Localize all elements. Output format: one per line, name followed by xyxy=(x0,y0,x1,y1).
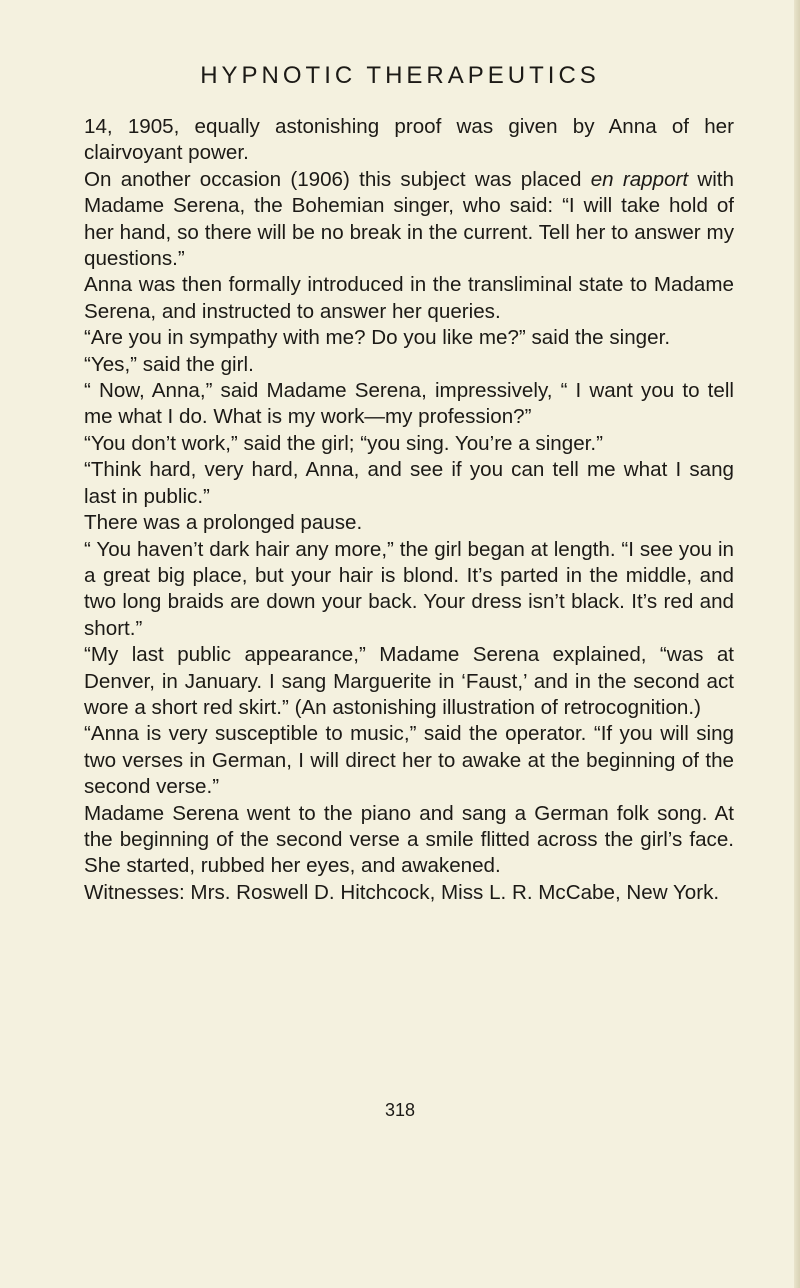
paragraph: “Yes,” said the girl. xyxy=(84,352,254,376)
paragraph: “Anna is very susceptible to music,” said the operator. “If you will sing two verses in German, I will direct her to awake at the beginning of the second verse.” xyxy=(84,722,734,799)
paragraph: Anna was then formally introduced in the transliminal state to Madame Serena, and instructed to answer her queries. xyxy=(84,273,734,323)
paragraph: 14, 1905, equally astonishing proof was given by Anna of her clairvoyant power. xyxy=(84,115,734,165)
paragraph: “ Now, Anna,” said Madame Serena, impressively, “ I want you to tell me what I do. What is my work—my profession?” xyxy=(84,379,734,429)
italic-phrase: en rapport xyxy=(590,167,689,191)
paragraph-text: with Madame Serena, the Bohemian singer, who said: “I will take hold of her hand, so there will be no break in the current. Tell her to answer my questions.” xyxy=(84,167,734,271)
paragraph-text: On another occasion (1906) this subject was placed xyxy=(84,167,591,191)
paragraph: Witnesses: Mrs. Roswell D. Hitchcock, Miss L. R. McCabe, New York. xyxy=(84,880,720,904)
paragraph: Madame Serena went to the piano and sang a German folk song. At the beginning of the second verse a smile flitted across the girl’s face. She started, rubbed her eyes, and awakened. xyxy=(84,801,734,878)
body-text xyxy=(84,114,734,906)
paragraph: “You don’t work,” said the girl; “you sing. You’re a singer.” xyxy=(84,431,603,455)
paragraph-en-rapport xyxy=(84,167,734,273)
paragraph: “My last public appearance,” Madame Serena explained, “was at Denver, in January. I sang Marguerite in ‘Faust,’ and in the second act wore a short red skirt.” (An astonishing illustration of retrocognition.) xyxy=(84,643,734,719)
page-edge-shadow xyxy=(794,0,800,1288)
paragraph: There was a prolonged pause. xyxy=(84,511,363,535)
paragraph: “Are you in sympathy with me? Do you like me?” said the singer. xyxy=(84,326,671,350)
running-header: HYPNOTIC THERAPEUTICS xyxy=(200,62,600,89)
paragraph: “Think hard, very hard, Anna, and see if you can tell me what I sang last in public.” xyxy=(84,458,734,508)
paragraph: “ You haven’t dark hair any more,” the girl began at length. “I see you in a great big place, but your hair is blond. It’s parted in the middle, and two long braids are down your back. Your dress isn’t black. It’s red and short.” xyxy=(84,537,734,640)
page-number: 318 xyxy=(384,1100,416,1120)
